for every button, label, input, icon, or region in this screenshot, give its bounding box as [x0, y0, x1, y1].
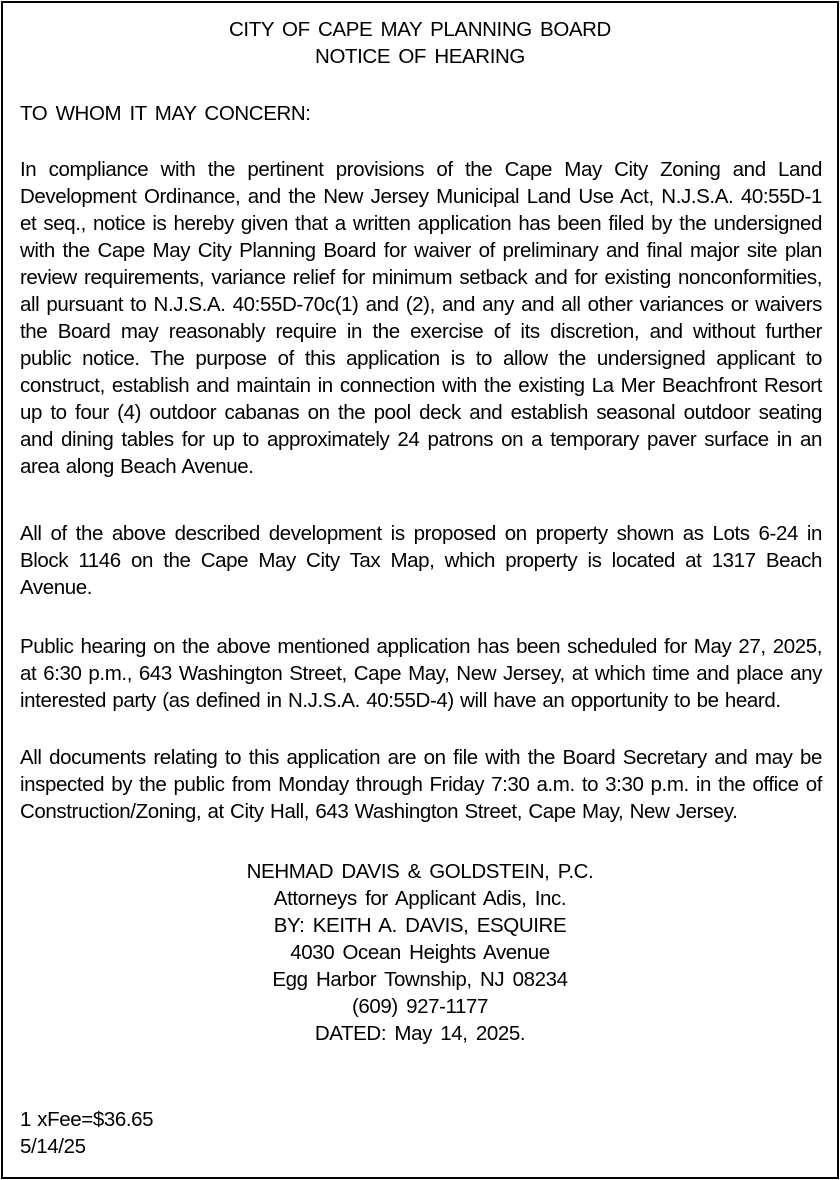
- application-paragraph: In compliance with the pertinent provisions of the Cape May City Zoning and Land Development Ordinance, and the New Jersey Municipal Land Use Act, N.J.S.A. 40:55D-1 et seq., notice is hereby given that a written application has been filed by the undersigned with the Cape May City Planning Board for waiver of preliminary and final major site plan review requirements, variance relief for minimum setback and for existing nonconformities, all pursuant to N.J.S.A. 40:55D-70c(1) and (2), and any and all other variances or waivers the Board may reasonably require in the exercise of its discretion, and without further public notice. The purpose of this application is to allow the undersigned applicant to construct, establish and maintain in connection with the existing La Mer Beachfront Resort up to four (4) outdoor cabanas on the pool deck and establish seasonal outdoor seating and dining tables for up to approximately 24 patrons on a temporary paver surface in an area along Beach Avenue.: [20, 158, 822, 478]
- legal-notice: [1, 1, 839, 1179]
- footer-fee: 1 xFee=$36.65: [20, 1108, 154, 1131]
- signature-street: 4030 Ocean Heights Avenue: [290, 941, 550, 964]
- signature-attorney: BY: KEITH A. DAVIS, ESQUIRE: [273, 914, 567, 937]
- documents-paragraph: All documents relating to this application are on file with the Board Secretary and may be inspected by the public from Monday through Friday 7:30 a.m. to 3:30 p.m. in the office of Construction/Zoning, at City Hall, 643 Washington Street, Cape May, New Jersey.: [20, 746, 822, 823]
- signature-role: Attorneys for Applicant Adis, Inc.: [273, 887, 567, 910]
- salutation: TO WHOM IT MAY CONCERN:: [20, 102, 311, 125]
- signature-phone: (609) 927-1177: [351, 995, 489, 1018]
- footer-date: 5/14/25: [20, 1135, 86, 1158]
- notice-board-title: CITY OF CAPE MAY PLANNING BOARD: [229, 18, 611, 41]
- hearing-paragraph: Public hearing on the above mentioned application has been scheduled for May 27, 2025, at 6:30 p.m., 643 Washington Street, Cape May, New Jersey, at which time and place any interested party (as defined in N.J.S.A. 40:55D-4) will have an opportunity to be heard.: [20, 635, 822, 712]
- signature-dated: DATED: May 14, 2025.: [314, 1022, 526, 1045]
- signature-firm: NEHMAD DAVIS & GOLDSTEIN, P.C.: [246, 860, 594, 883]
- property-paragraph: All of the above described development is proposed on property shown as Lots 6-24 in Block 1146 on the Cape May City Tax Map, which property is located at 1317 Beach Avenue.: [20, 522, 822, 599]
- signature-city: Egg Harbor Township, NJ 08234: [272, 968, 568, 991]
- notice-heading: NOTICE OF HEARING: [315, 45, 525, 68]
